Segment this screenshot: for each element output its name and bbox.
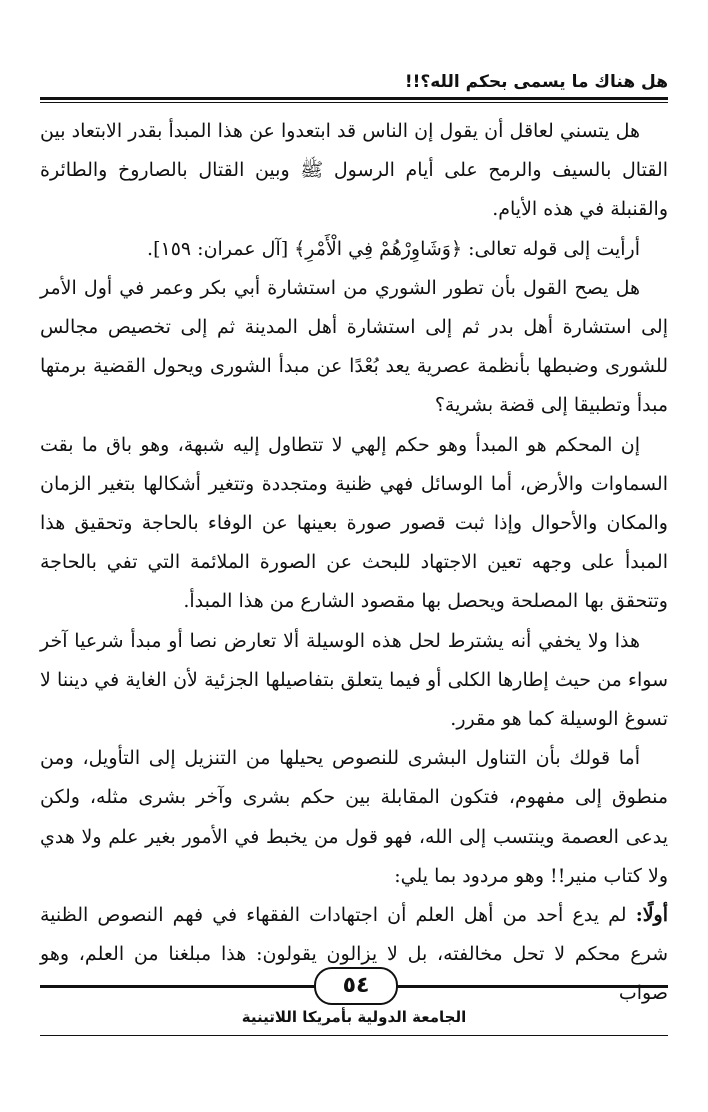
paragraph: هل يتسني لعاقل أن يقول إن الناس قد ابتعدوا عن هذا المبدأ بقدر الابتعاد بين القتال بالسيف والرمح على أيام الرسول ﷺ وبين القتال بالصاروخ والطائرة والقنبلة في هذه الأيام. <box>40 120 669 221</box>
page-number: ٥٤ <box>314 967 398 1005</box>
point-one-text: لم يدع أحد من أهل العلم أن اجتهادات الفقهاء في فهم النصوص الظنية شرع محكم لا تحل مخالفته، بل لا يزالون يقولون: هذا مبلغنا من العلم، وهو صواب <box>40 904 668 1005</box>
paragraph: إن المحكم هو المبدأ وهو حكم إلهي لا تتطاول إليه شبهة، وهو باق ما بقت السماوات والأرض، أما الوسائل فهي ظنية ومتجددة وتتغير أشكالها بتغير الزمان والمكان والأحوال وإذا ثبت قصور صورة بعينها عن الوفاء بالحاجة وتحقيق هذا المبدأ على وجهه تعين الاجتهاد للبحث عن الصورة الملائمة التي تفي بالحاجة وتتحقق بها المصلحة ويحصل بها مقصود الشارع من هذا المبدأ. <box>40 433 668 613</box>
running-head: هل هناك ما يسمى بحكم الله؟!! <box>404 72 668 92</box>
body-text <box>40 112 668 1014</box>
header-rule <box>40 97 668 103</box>
footer-bottom-rule <box>40 1035 668 1036</box>
paragraph: هل يصح القول بأن تطور الشوري من استشارة أبي بكر وعمر في أول الأمر إلى استشارة أهل بدر ثم إلى استشارة أهل المدينة ثم إلى تخصيص مجالس للشورى وضبطها بأنظمة عصرية يعد بُعْدًا عن مبدأ الشورى ويحول القضية برمتها مبدأ وتطبيقا إلى قضة بشرية؟ <box>40 276 668 417</box>
paragraph: هذا ولا يخفي أنه يشترط لحل هذه الوسيلة ألا تعارض نصا أو مبدأ شرعيا آخر سواء من حيث إطارها الكلى أو فيما يتعلق بتفاصيلها الجزئية لأن الغاية في ديننا لا تسوغ الوسيلة كما هو مقرر. <box>40 629 668 731</box>
paragraph: أما قولك بأن التناول البشرى للنصوص يحيلها من التنزيل إلى التأويل، ومن منطوق إلى مفهوم، فتكون المقابلة بين حكم بشرى وآخر بشرى مثله، ولكن يدعى العصمة وينتسب إلى الله، فهو قول من يخبط في الأمور بغير علم ولا هدي ولا كتاب منير!! وهو مردود بما يلي: <box>40 747 668 887</box>
publisher-name: الجامعة الدولية بأمريكا اللاتينية <box>241 1008 467 1026</box>
point-one-label: أولًا: <box>635 904 668 927</box>
paragraph: أرأيت إلى قوله تعالى: ﴿وَشَاوِرْهُمْ فِي الْأَمْرِ﴾ [آل عمران: ١٥٩]. <box>147 237 640 260</box>
